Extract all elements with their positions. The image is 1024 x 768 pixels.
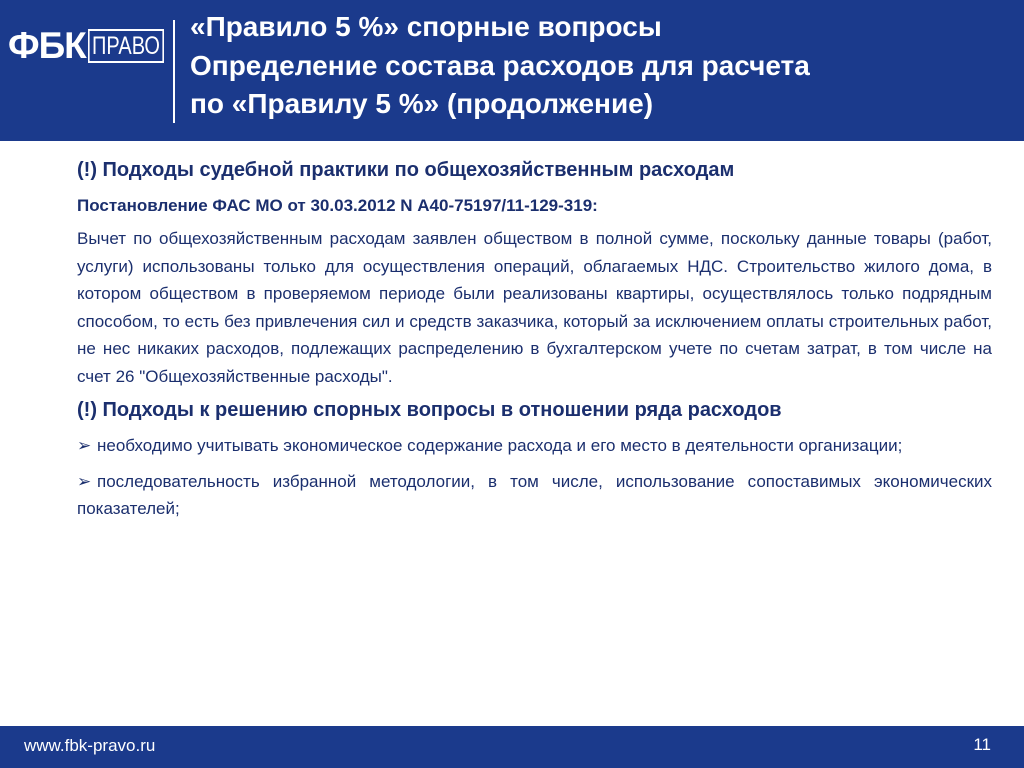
page-number: 11 bbox=[973, 735, 991, 754]
list-item bbox=[77, 468, 992, 523]
slide-footer bbox=[0, 726, 1024, 768]
logo-sub-text: ПРАВО bbox=[88, 29, 164, 63]
list-item-text: последовательность избранной методологии, в том числе, использование сопоставимых экономических показателей; bbox=[77, 471, 992, 518]
slide-title bbox=[190, 8, 1010, 124]
title-line: по «Правилу 5 %» (продолжение) bbox=[190, 88, 654, 119]
slide-content bbox=[77, 156, 992, 531]
arrow-bullet-icon: ➢ bbox=[77, 436, 92, 455]
section-heading-approaches: (!) Подходы к решению спорных вопросы в отношении ряда расходов bbox=[77, 399, 782, 421]
title-line: Определение состава расходов для расчета bbox=[190, 49, 810, 81]
logo-main-text: ФБК bbox=[8, 25, 86, 66]
website-link[interactable]: www.fbk-pravo.ru bbox=[24, 736, 156, 755]
header-divider bbox=[173, 20, 175, 123]
resolution-reference: Постановление ФАС МО от 30.03.2012 N А40-75197/11-129-319: bbox=[77, 196, 598, 215]
arrow-bullet-icon: ➢ bbox=[77, 471, 92, 491]
list-item-text: необходимо учитывать экономическое содержание расхода и его место в деятельности организации; bbox=[97, 436, 903, 455]
slide-header bbox=[0, 0, 1024, 141]
resolution-paragraph: Вычет по общехозяйственным расходам заявлен обществом в полной сумме, поскольку данные товары (работ, услуги) использованы только для осуществления операций, облагаемых НДС. Строительство жилого дома, в котором обществом в проверяемом периоде были реализованы квартиры, осуществлялось только подрядным способом, то есть без привлечения сил и средств заказчика, который за исключением оплаты строительных работ, не нес никаких расходов, подлежащих распределению в бухгалтерском учете по счетам затрат, в том числе на счет 26 "Общехозяйственные расходы". bbox=[77, 229, 992, 386]
fbk-pravo-logo bbox=[8, 26, 183, 66]
section-heading-court-practice: (!) Подходы судебной практики по общехозяйственным расходам bbox=[77, 159, 735, 181]
list-item bbox=[77, 432, 992, 460]
title-line: «Правило 5 %» спорные вопросы bbox=[190, 11, 662, 42]
